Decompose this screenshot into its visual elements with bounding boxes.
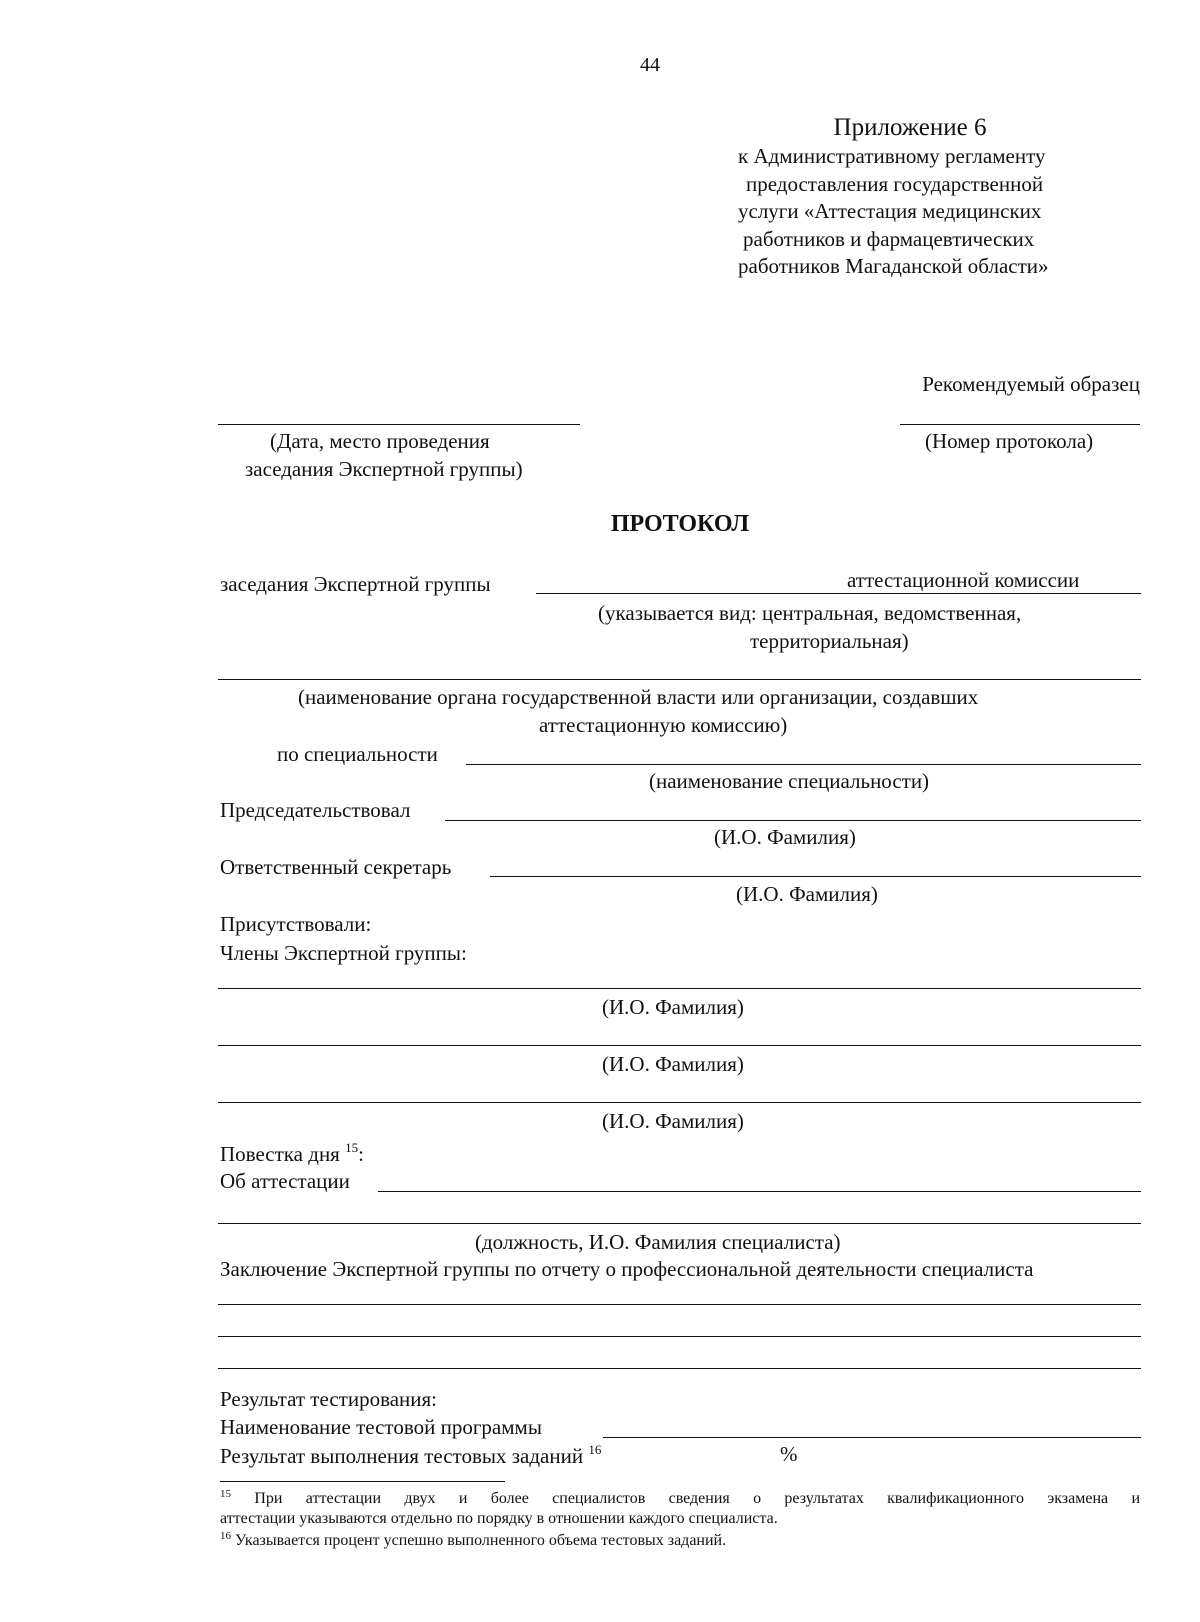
footnote-15-text-2: аттестации указываются отдельно по порядку в отношении каждого специалиста.: [220, 1510, 778, 1527]
conclusion-line-1[interactable]: [218, 1304, 1141, 1305]
testing-label: Результат тестирования:: [220, 1387, 437, 1411]
percent-sign: %: [780, 1442, 798, 1466]
specialty-line[interactable]: [466, 764, 1141, 765]
attestation-line-1[interactable]: [378, 1191, 1141, 1192]
footnote-15-line-1: [220, 1489, 1140, 1509]
sample-label: Рекомендуемый образец: [922, 372, 1140, 396]
date-caption-2: заседания Экспертной группы): [245, 457, 523, 481]
meeting-label: заседания Экспертной группы: [220, 572, 491, 596]
appendix-line-2: предоставления государственной: [746, 172, 1044, 196]
appendix-line-3: услуги «Аттестация медицинских: [738, 199, 1042, 223]
chair-label: Председательствовал: [220, 798, 411, 822]
secretary-label: Ответственный секретарь: [220, 855, 452, 879]
conclusion-line-2[interactable]: [218, 1336, 1141, 1337]
test-result-label: Результат выполнения тестовых заданий: [220, 1444, 584, 1468]
commission-type-line[interactable]: [536, 593, 1141, 594]
test-result-footnote-ref: 16: [588, 1442, 602, 1457]
footnote-15-ref: 15: [220, 1488, 231, 1500]
agenda-footnote-ref: 15: [345, 1140, 359, 1155]
specialty-label: по специальности: [277, 742, 438, 766]
secretary-line[interactable]: [490, 876, 1141, 877]
protocol-number-line: [900, 424, 1140, 425]
member-hint-3: (И.О. Фамилия): [602, 1109, 744, 1133]
commission-text: аттестационной комиссии: [847, 568, 1080, 592]
footnote-16-ref: 16: [220, 1530, 231, 1542]
organ-hint-2: аттестационную комиссию): [539, 713, 788, 737]
footnote-15-text-1: При аттестации двух и более специалистов сведения о результатах квалификационного экзамена и: [254, 1490, 1141, 1507]
agenda-label-row: [220, 1140, 364, 1166]
member-line-2[interactable]: [218, 1045, 1141, 1046]
footnote-separator: [220, 1481, 505, 1482]
appendix-line-1: к Административному регламенту: [738, 144, 1046, 168]
document-title: ПРОТОКОЛ: [610, 511, 750, 537]
members-label: Члены Экспертной группы:: [220, 941, 467, 965]
present-label: Присутствовали:: [220, 912, 372, 936]
agenda-colon: :: [358, 1142, 364, 1166]
appendix-line-4: работников и фармацевтических: [743, 227, 1035, 251]
test-result-row: [220, 1442, 602, 1468]
member-line-3[interactable]: [218, 1102, 1141, 1103]
appendix-title: Приложение 6: [833, 114, 987, 141]
attestation-line-2[interactable]: [218, 1223, 1141, 1224]
conclusion-line-3[interactable]: [218, 1368, 1141, 1369]
date-caption-1: (Дата, место проведения: [270, 429, 490, 453]
attestation-hint: (должность, И.О. Фамилия специалиста): [475, 1230, 841, 1254]
member-line-1[interactable]: [218, 988, 1141, 989]
protocol-number-caption: (Номер протокола): [925, 429, 1094, 453]
date-place-line: [218, 424, 580, 425]
page-number: 44: [640, 54, 660, 76]
organ-line[interactable]: [218, 679, 1141, 680]
conclusion-label: Заключение Экспертной группы по отчету о профессиональной деятельности специалиста: [220, 1257, 1034, 1281]
footnote-16-text: Указывается процент успешно выполненного объема тестовых заданий.: [235, 1532, 727, 1549]
footnote-16: [220, 1531, 726, 1551]
chair-line[interactable]: [445, 820, 1141, 821]
test-program-label: Наименование тестовой программы: [220, 1415, 542, 1439]
commission-hint-1: (указывается вид: центральная, ведомственная,: [598, 601, 1022, 625]
chair-hint: (И.О. Фамилия): [714, 825, 856, 849]
organ-hint-1: (наименование органа государственной власти или организации, создавших: [298, 685, 979, 709]
commission-hint-2: территориальная): [750, 629, 909, 653]
member-hint-1: (И.О. Фамилия): [602, 995, 744, 1019]
member-hint-2: (И.О. Фамилия): [602, 1052, 744, 1076]
specialty-hint: (наименование специальности): [649, 769, 930, 793]
appendix-line-5: работников Магаданской области»: [738, 254, 1049, 278]
attestation-label: Об аттестации: [220, 1169, 350, 1193]
secretary-hint: (И.О. Фамилия): [736, 882, 878, 906]
test-program-line[interactable]: [603, 1437, 1141, 1438]
agenda-label: Повестка дня: [220, 1142, 340, 1166]
